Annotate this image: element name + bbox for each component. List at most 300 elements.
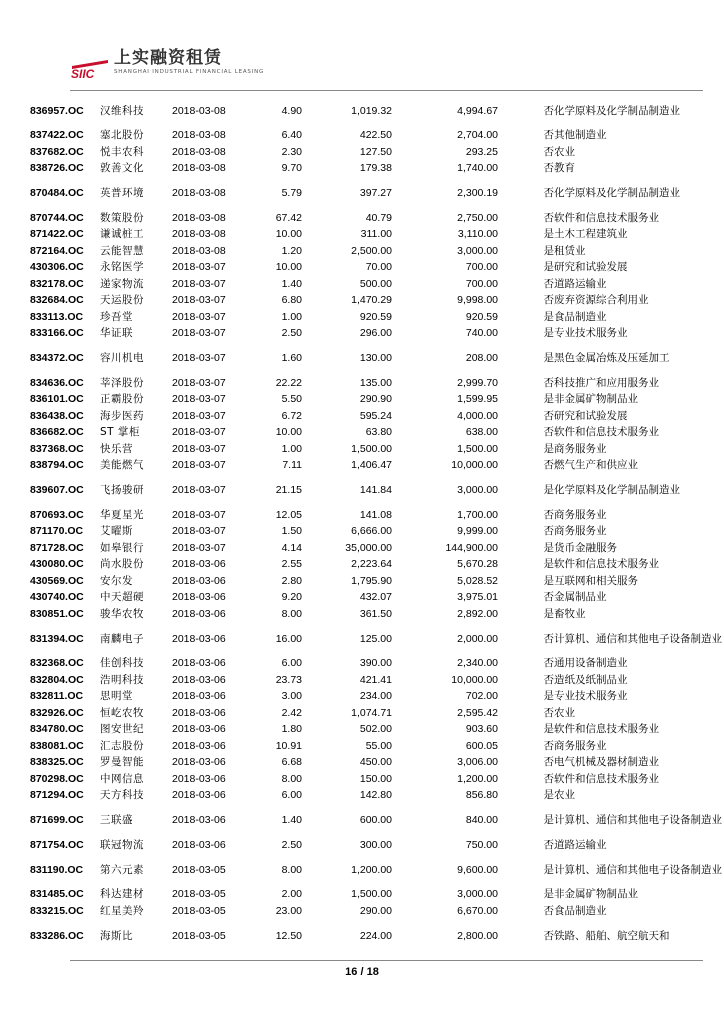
listing-date: 2018-03-05: [172, 888, 226, 901]
industry-name: 商务服务业: [554, 508, 607, 521]
stock-code: 871170.OC: [30, 525, 84, 538]
raised-amount: 2,999.70: [457, 376, 498, 389]
industry-name: 黑色金属冶炼及压延加工: [554, 352, 670, 364]
listing-date: 2018-03-07: [172, 426, 226, 439]
raised-amount: 2,892.00: [457, 607, 498, 620]
issue-shares: 300.00: [359, 838, 392, 851]
issue-price: 2.55: [281, 558, 302, 571]
company-name: 永铭医学: [100, 261, 144, 274]
flag-value: 是: [543, 814, 554, 826]
company-name: 谦诚桩工: [100, 228, 144, 241]
industry-name: 废弃资源综合利用业: [554, 294, 649, 307]
raised-amount: 3,110.00: [457, 228, 498, 241]
raised-amount: 750.00: [465, 838, 498, 851]
raised-amount: 2,800.00: [457, 929, 498, 942]
issue-shares: 296.00: [359, 327, 392, 340]
issue-shares: 224.00: [359, 929, 392, 942]
issue-price: 5.50: [281, 393, 302, 406]
table-row: [30, 738, 700, 755]
company-name: 华证联: [100, 327, 133, 340]
raised-amount: 10,000.00: [451, 673, 498, 686]
issue-shares: 422.50: [359, 129, 392, 142]
listing-date: 2018-03-06: [172, 673, 226, 686]
raised-amount: 638.00: [465, 426, 498, 439]
issue-shares: 125.00: [359, 632, 392, 645]
listing-date: 2018-03-07: [172, 541, 226, 554]
raised-amount: 2,595.42: [457, 706, 498, 719]
flag-value: 否: [543, 632, 554, 645]
flag-value: 否: [543, 591, 554, 604]
issue-shares: 500.00: [359, 277, 392, 290]
industry-name: 科技推广和应用服务业: [554, 376, 659, 389]
listing-date: 2018-03-07: [172, 459, 226, 472]
flag-value: 否: [543, 277, 554, 290]
listing-date: 2018-03-06: [172, 574, 226, 587]
issue-price: 10.91: [275, 739, 302, 752]
table-row: [30, 837, 700, 854]
company-name: 正霸股份: [100, 393, 144, 406]
raised-amount: 2,000.00: [457, 632, 498, 645]
listing-date: 2018-03-07: [172, 376, 226, 389]
company-name: 云能智慧: [100, 244, 144, 257]
flag-value: 是: [543, 393, 554, 406]
issue-price: 2.50: [281, 838, 302, 851]
issue-price: 8.00: [281, 607, 302, 620]
industry-name: 农业: [554, 789, 575, 802]
raised-amount: 702.00: [465, 690, 498, 703]
listing-date: 2018-03-07: [172, 484, 226, 496]
raised-amount: 856.80: [465, 789, 498, 802]
table-row: [30, 408, 700, 425]
table-row: [30, 259, 700, 276]
issue-shares: 141.08: [359, 508, 392, 521]
table-row: [30, 523, 700, 540]
flag-value: 是: [543, 244, 554, 257]
raised-amount: 1,500.00: [457, 442, 498, 455]
raised-amount: 740.00: [465, 327, 498, 340]
issue-shares: 70.00: [365, 261, 392, 274]
issue-price: 6.72: [281, 409, 302, 422]
table-row: [30, 309, 700, 326]
issue-price: 10.00: [275, 426, 302, 439]
listing-date: 2018-03-06: [172, 591, 226, 604]
stock-code: 839607.OC: [30, 484, 84, 496]
flag-value: 否: [543, 426, 554, 439]
flag-value: 否: [543, 657, 554, 670]
industry-name: 研究和试验发展: [554, 409, 628, 422]
raised-amount: 2,340.00: [457, 657, 498, 670]
listing-date: 2018-03-07: [172, 442, 226, 455]
listing-date: 2018-03-06: [172, 756, 226, 769]
company-name: 飞扬骏研: [100, 484, 144, 496]
company-name: 莘泽股份: [100, 376, 144, 389]
stock-code: 831190.OC: [30, 863, 84, 876]
stock-code: 870298.OC: [30, 772, 84, 785]
company-name: 快乐营: [100, 442, 133, 455]
raised-amount: 3,000.00: [457, 888, 498, 901]
raised-amount: 5,670.28: [457, 558, 498, 571]
listing-date: 2018-03-05: [172, 904, 226, 917]
company-name: 海步医药: [100, 409, 144, 422]
raised-amount: 9,998.00: [457, 294, 498, 307]
issue-shares: 63.80: [365, 426, 392, 439]
listing-date: 2018-03-06: [172, 814, 226, 826]
issue-price: 21.15: [275, 484, 302, 496]
issue-price: 2.30: [281, 145, 302, 158]
issue-price: 6.00: [281, 657, 302, 670]
industry-name: 化学原料及化学制品制造业: [554, 104, 680, 117]
table-row: [30, 424, 700, 441]
flag-value: 否: [543, 187, 554, 199]
issue-shares: 595.24: [359, 409, 392, 422]
stock-code: 832684.OC: [30, 294, 84, 307]
table-row: [30, 177, 700, 210]
listing-date: 2018-03-06: [172, 690, 226, 703]
industry-name: 计算机、通信和其他电子设备制造业: [554, 863, 722, 876]
listing-date: 2018-03-06: [172, 607, 226, 620]
stock-code: 872164.OC: [30, 244, 84, 257]
company-name: 科达建材: [100, 888, 144, 901]
table-row: [30, 474, 700, 507]
stock-code: 833166.OC: [30, 327, 84, 340]
flag-value: 是: [543, 484, 554, 496]
flag-value: 是: [543, 574, 554, 587]
raised-amount: 3,000.00: [457, 484, 498, 496]
flag-value: 否: [543, 162, 554, 175]
stock-code: 838794.OC: [30, 459, 84, 472]
listing-date: 2018-03-07: [172, 310, 226, 323]
issue-price: 12.50: [275, 929, 302, 942]
issue-shares: 600.00: [359, 814, 392, 826]
stock-code: 832926.OC: [30, 706, 84, 719]
industry-name: 化学原料及化学制品制造业: [554, 484, 680, 496]
stock-code: 838325.OC: [30, 756, 84, 769]
listing-date: 2018-03-08: [172, 211, 226, 224]
flag-value: 否: [543, 459, 554, 472]
issue-shares: 55.00: [365, 739, 392, 752]
stock-code: 832368.OC: [30, 657, 84, 670]
issue-price: 1.40: [281, 814, 302, 826]
raised-amount: 9,999.00: [457, 525, 498, 538]
issue-shares: 6,666.00: [351, 525, 392, 538]
company-name: 天运股份: [100, 294, 144, 307]
issue-shares: 1,406.47: [351, 459, 392, 472]
issue-shares: 397.27: [359, 187, 392, 199]
listing-date: 2018-03-06: [172, 739, 226, 752]
stock-code: 430569.OC: [30, 574, 84, 587]
table-body: [30, 94, 722, 952]
company-name: 三联盛: [100, 814, 133, 826]
listing-date: 2018-03-06: [172, 558, 226, 571]
company-name: 恒屹农牧: [100, 706, 144, 719]
table-row: [30, 342, 700, 375]
issue-price: 9.70: [281, 162, 302, 175]
flag-value: 否: [543, 904, 554, 917]
issue-price: 5.79: [281, 187, 302, 199]
issue-price: 9.20: [281, 591, 302, 604]
raised-amount: 3,006.00: [457, 756, 498, 769]
table-row: [30, 243, 700, 260]
issue-price: 1.20: [281, 244, 302, 257]
table-row: [30, 210, 700, 227]
listing-date: 2018-03-07: [172, 525, 226, 538]
industry-name: 软件和信息技术服务业: [554, 426, 659, 439]
issue-shares: 135.00: [359, 376, 392, 389]
issue-price: 4.14: [281, 541, 302, 554]
issue-shares: 390.00: [359, 657, 392, 670]
placement-table: [30, 94, 722, 952]
table-row: [30, 441, 700, 458]
company-name: 中天超硬: [100, 591, 144, 604]
issue-shares: 311.00: [360, 228, 392, 241]
company-name: 悦丰农科: [100, 145, 144, 158]
table-row: [30, 127, 700, 144]
industry-name: 非金属矿物制品业: [554, 393, 638, 406]
industry-name: 燃气生产和供应业: [554, 459, 638, 472]
table-row: [30, 507, 700, 524]
raised-amount: 2,750.00: [457, 211, 498, 224]
industry-name: 专业技术服务业: [554, 327, 628, 340]
issue-price: 23.73: [275, 673, 302, 686]
stock-code: 870744.OC: [30, 211, 84, 224]
table-row: [30, 919, 700, 952]
stock-code: 836101.OC: [30, 393, 84, 406]
listing-date: 2018-03-07: [172, 409, 226, 422]
stock-code: 833113.OC: [30, 310, 84, 323]
table-row: [30, 573, 700, 590]
table-row: [30, 903, 700, 920]
issue-shares: 2,500.00: [351, 244, 392, 257]
table-row: [30, 787, 700, 804]
stock-code: 833286.OC: [30, 929, 84, 942]
industry-name: 研究和试验发展: [554, 261, 628, 274]
industry-name: 铁路、船舶、航空航天和: [554, 929, 670, 942]
listing-date: 2018-03-06: [172, 632, 226, 645]
listing-date: 2018-03-08: [172, 244, 226, 257]
flag-value: 是: [543, 442, 554, 455]
stock-code: 837422.OC: [30, 129, 84, 142]
issue-shares: 130.00: [359, 352, 392, 364]
industry-name: 农业: [554, 706, 575, 719]
table-row: [30, 705, 700, 722]
issue-shares: 127.50: [359, 145, 392, 158]
issue-shares: 421.41: [359, 673, 392, 686]
stock-code: 832804.OC: [30, 673, 84, 686]
table-row: [30, 688, 700, 705]
raised-amount: 208.00: [465, 352, 498, 364]
raised-amount: 700.00: [465, 277, 498, 290]
issue-shares: 2,223.64: [351, 558, 392, 571]
table-row: [30, 721, 700, 738]
table-row: [30, 144, 700, 161]
industry-name: 化学原料及化学制品制造业: [554, 187, 680, 199]
table-row: [30, 622, 700, 655]
industry-name: 互联网和相关服务: [554, 574, 638, 587]
flag-value: 是: [543, 352, 554, 364]
listing-date: 2018-03-06: [172, 657, 226, 670]
issue-shares: 1,500.00: [351, 888, 392, 901]
company-name: 数策股份: [100, 211, 144, 224]
raised-amount: 600.05: [465, 739, 498, 752]
company-name: 敦善文化: [100, 162, 144, 175]
issue-price: 7.11: [282, 459, 302, 472]
page-number: 16 / 18: [345, 966, 379, 978]
stock-code: 430306.OC: [30, 261, 84, 274]
table-row: [30, 292, 700, 309]
raised-amount: 920.59: [465, 310, 498, 323]
industry-name: 金属制品业: [554, 591, 607, 604]
raised-amount: 144,900.00: [445, 541, 498, 554]
flag-value: 是: [543, 863, 554, 876]
listing-date: 2018-03-07: [172, 352, 226, 364]
issue-shares: 1,019.32: [351, 104, 392, 117]
brand-name-en: SHANGHAI INDUSTRIAL FINANCIAL LEASING: [114, 69, 265, 75]
table-row: [30, 540, 700, 557]
table-row: [30, 556, 700, 573]
company-name: 浩明科技: [100, 673, 144, 686]
issue-shares: 361.50: [359, 607, 392, 620]
issue-shares: 40.79: [365, 211, 392, 224]
table-row: [30, 606, 700, 623]
company-name: 尚水股份: [100, 558, 144, 571]
footer-divider: [70, 960, 703, 961]
raised-amount: 3,000.00: [457, 244, 498, 257]
issue-shares: 234.00: [359, 690, 392, 703]
company-name: 汉维科技: [100, 104, 144, 117]
raised-amount: 1,599.95: [457, 393, 498, 406]
industry-name: 农业: [554, 145, 575, 158]
issue-price: 10.00: [275, 228, 302, 241]
flag-value: 否: [543, 409, 554, 422]
issue-price: 16.00: [275, 632, 302, 645]
stock-code: 833215.OC: [30, 904, 84, 917]
stock-code: 831485.OC: [30, 888, 84, 901]
flag-value: 是: [543, 261, 554, 274]
flag-value: 否: [543, 294, 554, 307]
company-name: 天方科技: [100, 789, 144, 802]
industry-name: 商务服务业: [554, 442, 607, 455]
industry-name: 畜牧业: [554, 607, 586, 620]
flag-value: 是: [543, 607, 554, 620]
company-name: 思明堂: [100, 690, 133, 703]
table-row: [30, 754, 700, 771]
company-name: 佳创科技: [100, 657, 144, 670]
flag-value: 是: [543, 690, 554, 703]
issue-price: 4.90: [281, 104, 302, 117]
issue-shares: 432.07: [359, 591, 392, 604]
industry-name: 商务服务业: [554, 739, 607, 752]
issue-price: 23.00: [275, 904, 302, 917]
industry-name: 其他制造业: [554, 129, 607, 142]
stock-code: 834780.OC: [30, 723, 84, 736]
industry-name: 食品制造业: [554, 904, 607, 917]
listing-date: 2018-03-08: [172, 187, 226, 199]
company-name: 递家物流: [100, 277, 144, 290]
issue-price: 12.05: [275, 508, 302, 521]
raised-amount: 4,000.00: [457, 409, 498, 422]
listing-date: 2018-03-05: [172, 929, 226, 942]
listing-date: 2018-03-06: [172, 706, 226, 719]
flag-value: 否: [543, 129, 554, 142]
issue-shares: 142.80: [359, 789, 392, 802]
flag-value: 否: [543, 838, 554, 851]
page-header: [70, 48, 270, 82]
stock-code: 836682.OC: [30, 426, 84, 439]
stock-code: 837368.OC: [30, 442, 84, 455]
issue-price: 2.00: [281, 888, 302, 901]
flag-value: 否: [543, 508, 554, 521]
issue-price: 6.00: [281, 789, 302, 802]
stock-code: 837682.OC: [30, 145, 84, 158]
company-name: 艾曜斯: [100, 525, 133, 538]
industry-name: 道路运输业: [554, 277, 607, 290]
table-row: [30, 804, 700, 837]
company-name: 图安世纪: [100, 723, 144, 736]
table-row: [30, 457, 700, 474]
industry-name: 商务服务业: [554, 525, 607, 538]
listing-date: 2018-03-08: [172, 145, 226, 158]
industry-name: 电气机械及器材制造业: [554, 756, 659, 769]
issue-price: 10.00: [275, 261, 302, 274]
raised-amount: 840.00: [465, 814, 498, 826]
issue-shares: 179.38: [359, 162, 392, 175]
raised-amount: 10,000.00: [451, 459, 498, 472]
listing-date: 2018-03-08: [172, 129, 226, 142]
stock-code: 870484.OC: [30, 187, 84, 199]
listing-date: 2018-03-07: [172, 508, 226, 521]
issue-price: 2.42: [281, 706, 302, 719]
stock-code: 838081.OC: [30, 739, 84, 752]
industry-name: 道路运输业: [554, 838, 607, 851]
flag-value: 否: [543, 756, 554, 769]
issue-shares: 35,000.00: [345, 541, 392, 554]
issue-shares: 1,470.29: [351, 294, 392, 307]
issue-price: 22.22: [275, 376, 302, 389]
stock-code: 430740.OC: [30, 591, 84, 604]
company-name: 美能燃气: [100, 459, 144, 472]
issue-shares: 1,500.00: [351, 442, 392, 455]
industry-name: 货币金融服务: [554, 541, 617, 554]
company-name: 塞北股份: [100, 129, 144, 142]
issue-shares: 1,074.71: [351, 706, 392, 719]
stock-code: 830851.OC: [30, 607, 84, 620]
issue-price: 1.50: [281, 525, 302, 538]
listing-date: 2018-03-08: [172, 228, 226, 241]
raised-amount: 1,700.00: [457, 508, 498, 521]
logo-letters: SIIC: [71, 67, 95, 81]
listing-date: 2018-03-06: [172, 772, 226, 785]
raised-amount: 3,975.01: [457, 591, 498, 604]
flag-value: 否: [543, 525, 554, 538]
flag-value: 是: [543, 888, 554, 901]
flag-value: 是: [543, 327, 554, 340]
raised-amount: 903.60: [465, 723, 498, 736]
raised-amount: 4,994.67: [457, 104, 498, 117]
table-row: [30, 589, 700, 606]
issue-price: 1.00: [281, 310, 302, 323]
stock-code: 871728.OC: [30, 541, 84, 554]
listing-date: 2018-03-07: [172, 294, 226, 307]
flag-value: 否: [543, 145, 554, 158]
stock-code: 834372.OC: [30, 352, 84, 364]
issue-price: 1.00: [281, 442, 302, 455]
raised-amount: 2,300.19: [457, 187, 498, 199]
stock-code: 838726.OC: [30, 162, 84, 175]
company-name: 英普环境: [100, 187, 144, 199]
issue-shares: 502.00: [359, 723, 392, 736]
company-name: 联冠物流: [100, 838, 144, 851]
flag-value: 是: [543, 310, 554, 323]
